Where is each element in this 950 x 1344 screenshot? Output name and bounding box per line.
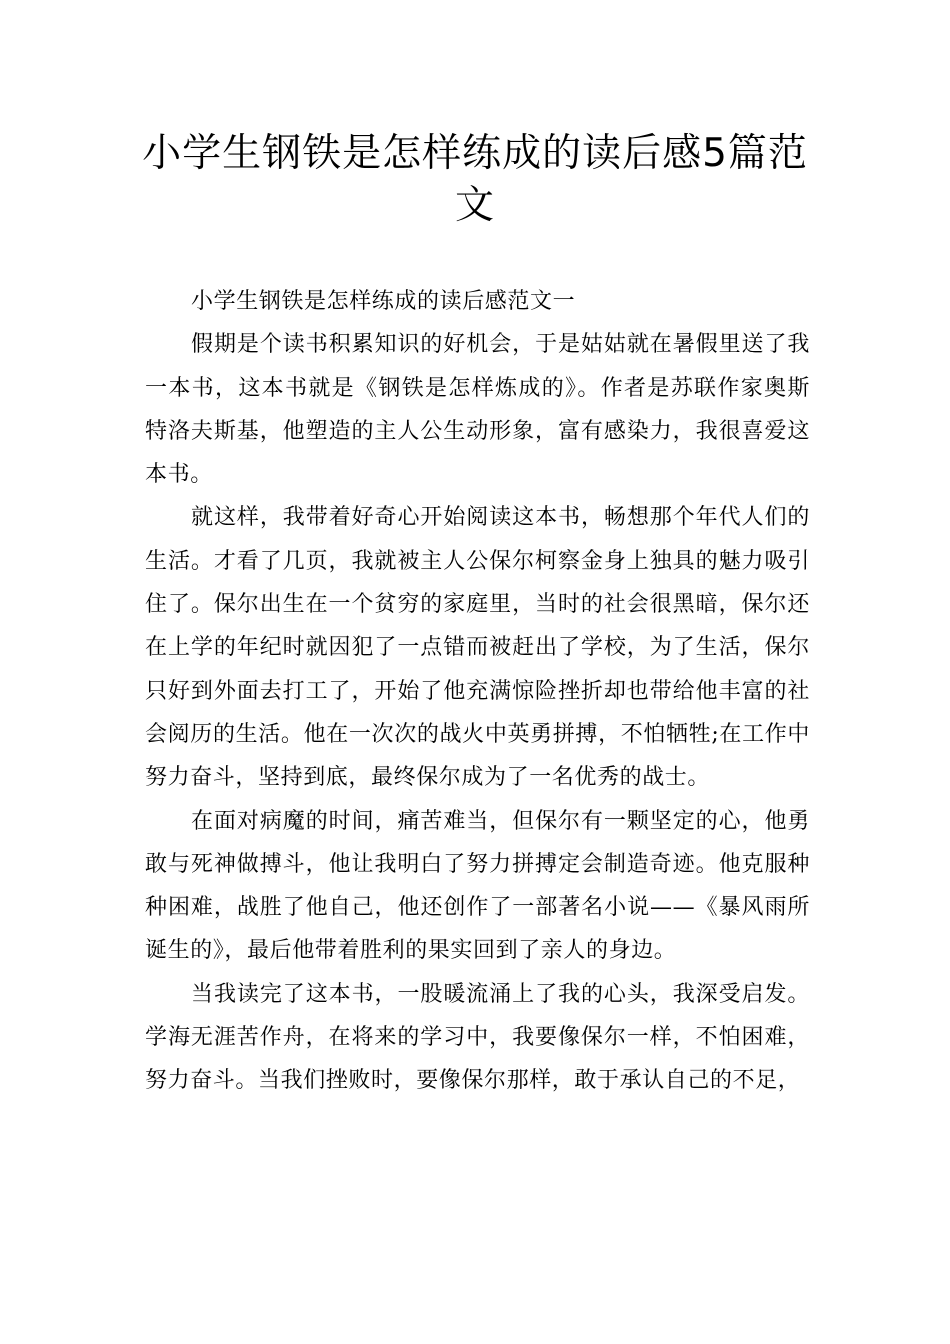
paragraph: 当我读完了这本书，一股暖流涌上了我的心头，我深受启发。学海无涯苦作舟，在将来的学习中，我要像保尔一样，不怕困难，努力奋斗。当我们挫败时，要像保尔那样，敢于承认自己的不足， <box>145 981 810 1094</box>
section-heading: 小学生钢铁是怎样练成的读后感范文一 <box>191 289 576 314</box>
document-body <box>145 280 810 1103</box>
paragraph: 就这样，我带着好奇心开始阅读这本书，畅想那个年代人们的生活。才看了几页，我就被主人公保尔柯察金身上独具的魅力吸引住了。保尔出生在一个贫穷的家庭里，当时的社会很黑暗，保尔还在上学的年纪时就因犯了一点错而被赶出了学校，为了生活，保尔只好到外面去打工了，开始了他充满惊险挫折却也带给他丰富的社会阅历的生活。他在一次次的战火中英勇拼搏，不怕牺牲;在工作中努力奋斗，坚持到底，最终保尔成为了一名优秀的战士。 <box>145 505 810 791</box>
document-title: 小学生钢铁是怎样练成的读后感5篇范文 <box>142 131 808 228</box>
paragraph: 假期是个读书积累知识的好机会，于是姑姑就在暑假里送了我一本书，这本书就是《钢铁是怎样炼成的》。作者是苏联作家奥斯特洛夫斯基，他塑造的主人公生动形象，富有感染力，我很喜爱这本书。 <box>145 332 810 488</box>
paragraph: 在面对病魔的时间，痛苦难当，但保尔有一颗坚定的心，他勇敢与死神做搏斗，他让我明白了努力拼搏定会制造奇迹。他克服种种困难，战胜了他自己，他还创作了一部著名小说——《暴风雨所诞生的》，最后他带着胜利的果实回到了亲人的身边。 <box>145 808 810 964</box>
